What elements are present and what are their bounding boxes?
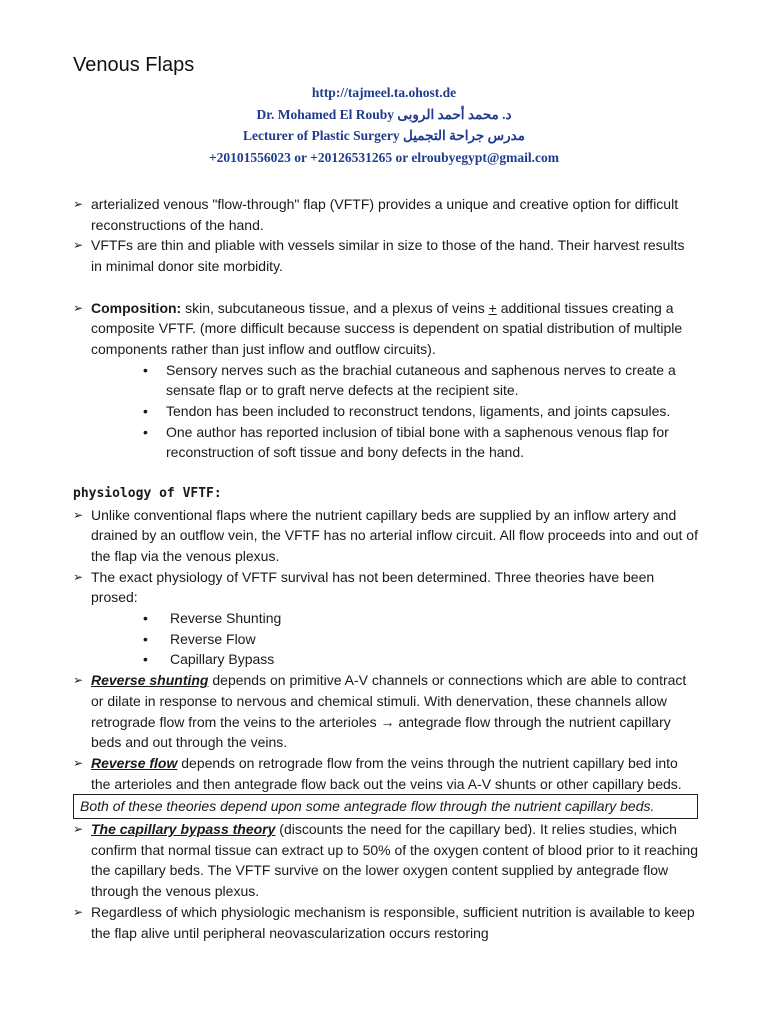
arrow-bullet-icon: ➢ (73, 300, 84, 315)
intro-text-2: VFTFs are thin and pliable with vessels similar in size to those of the hand. Their harvest results in minimal donor site morbidity. (91, 237, 685, 275)
author-ar: د. محمد أحمد الروبى (397, 107, 512, 122)
composition-text-b: additional tissues creating a composite VFTF. (more difficult because success is dependent on spatial distribution of multiple components rather than just inflow and outflow circuits). (91, 299, 683, 357)
physiology-text-1: Unlike conventional flaps where the nutrient capillary beds are supplied by an inflow artery and drained by an outflow vein, the VFTF has no arterial inflow circuit. All flow proceeds into and out of the flap via the venous plexus. (91, 506, 698, 564)
plus-sign: + (488, 299, 497, 316)
list-item (73, 194, 698, 235)
composition-bullet-3: One author has reported inclusion of tibial bone with a saphenous venous flap for reconstruction of soft tissue and bony defects in the hand. (166, 423, 669, 461)
list-item (73, 753, 698, 794)
dot-bullet-icon: • (143, 423, 148, 440)
arrow-bullet-icon: ➢ (73, 569, 84, 584)
reverse-flow-text: depends on retrograde flow from the veins through the nutrient capillary bed into the arterioles and then antegrade flow back out the veins via A-V shunts or other capillary beds. (91, 754, 682, 792)
header-author (0, 106, 768, 124)
list-item (73, 360, 698, 401)
dot-bullet-icon: • (143, 651, 148, 668)
dot-bullet-icon: • (143, 630, 148, 647)
reverse-shunting-text-a: depends on primitive A-V channels or connections which are able to contract or dilate in response to nervous and chemical stimuli. With denervation, these channels allow retrograde flow from the veins to the arterioles (91, 672, 687, 730)
composition-bullet-2: Tendon has been included to reconstruct tendons, ligaments, and joints capsules. (166, 403, 671, 420)
composition-label: Composition: (91, 299, 182, 316)
arrow-bullet-icon: ➢ (73, 822, 84, 837)
reverse-shunting-text-b: antegrade flow through the nutrient capillary beds and out through the veins. (91, 713, 671, 751)
reverse-flow-label: Reverse flow (91, 754, 178, 771)
dot-bullet-icon: • (143, 403, 148, 420)
composition-item (73, 298, 698, 360)
header-position (0, 127, 768, 145)
note-box: Both of these theories depend upon some antegrade flow through the nutrient capillary beds. (73, 794, 698, 819)
list-item (73, 567, 698, 608)
dot-bullet-icon: • (143, 361, 148, 378)
author-en: Dr. Mohamed El Rouby (256, 107, 394, 122)
arrow-bullet-icon: ➢ (73, 507, 84, 522)
composition-text-a: skin, subcutaneous tissue, and a plexus of veins (181, 299, 489, 316)
spacer (73, 463, 698, 484)
capillary-bypass-label: The capillary bypass theory (91, 821, 276, 838)
list-item (73, 629, 698, 650)
position-en: Lecturer of Plastic Surgery (243, 128, 400, 143)
final-text: Regardless of which physiologic mechanism is responsible, sufficient nutrition is available to keep the flap alive until peripheral neovascularization occurs restoring (91, 903, 695, 941)
list-item (73, 670, 698, 753)
list-item (73, 902, 698, 943)
position-ar: مدرس جراحة التجميل (403, 128, 525, 143)
list-item (73, 235, 698, 276)
header-contact: +20101556023 or +20126531265 or elroubyegypt@gmail.com (208, 150, 560, 165)
section-heading: physiology of VFTF: (73, 485, 222, 501)
document-title: Venous Flaps (73, 54, 195, 76)
arrow-bullet-icon: ➢ (73, 755, 84, 770)
spacer (73, 277, 698, 298)
theory-2: Reverse Flow (170, 630, 256, 647)
composition-bullet-1: Sensory nerves such as the brachial cutaneous and saphenous nerves to create a sensate flap or to graft nerve defects at the recipient site. (166, 361, 676, 399)
list-item (73, 819, 698, 902)
url-link[interactable]: http://tajmeel.ta.ohost.de (311, 85, 457, 100)
intro-text-1: arterialized venous "flow-through" flap (VFTF) provides a unique and creative option for difficult reconstructions of the hand. (91, 196, 679, 233)
list-item (73, 505, 698, 567)
physiology-text-2: The exact physiology of VFTF survival has not been determined. Three theories have been prosed: (91, 568, 655, 606)
dot-bullet-icon: • (143, 610, 148, 627)
theory-1: Reverse Shunting (170, 610, 282, 627)
arrow-bullet-icon: ➢ (73, 904, 84, 919)
list-item (73, 401, 698, 422)
capillary-bypass-text: (discounts the need for the capillary bed). It relies studies, which confirm that normal tissue can extract up to 50% of the oxygen content of blood prior to it reaching the capillary beds. The VFTF survive on the lower oxygen content supplied by antegrade flow through the venous plexus. (91, 821, 699, 900)
arrow-bullet-icon: ➢ (73, 197, 84, 211)
list-item (73, 608, 698, 629)
reverse-shunting-label: Reverse shunting (91, 672, 209, 689)
list-item (73, 422, 698, 463)
arrow-bullet-icon: ➢ (73, 673, 84, 688)
arrow-bullet-icon: ➢ (73, 238, 84, 253)
theory-3: Capillary Bypass (170, 651, 275, 668)
document-body (73, 194, 698, 943)
list-item (73, 649, 698, 670)
right-arrow-icon: → (380, 713, 395, 730)
header-url[interactable] (0, 84, 768, 102)
